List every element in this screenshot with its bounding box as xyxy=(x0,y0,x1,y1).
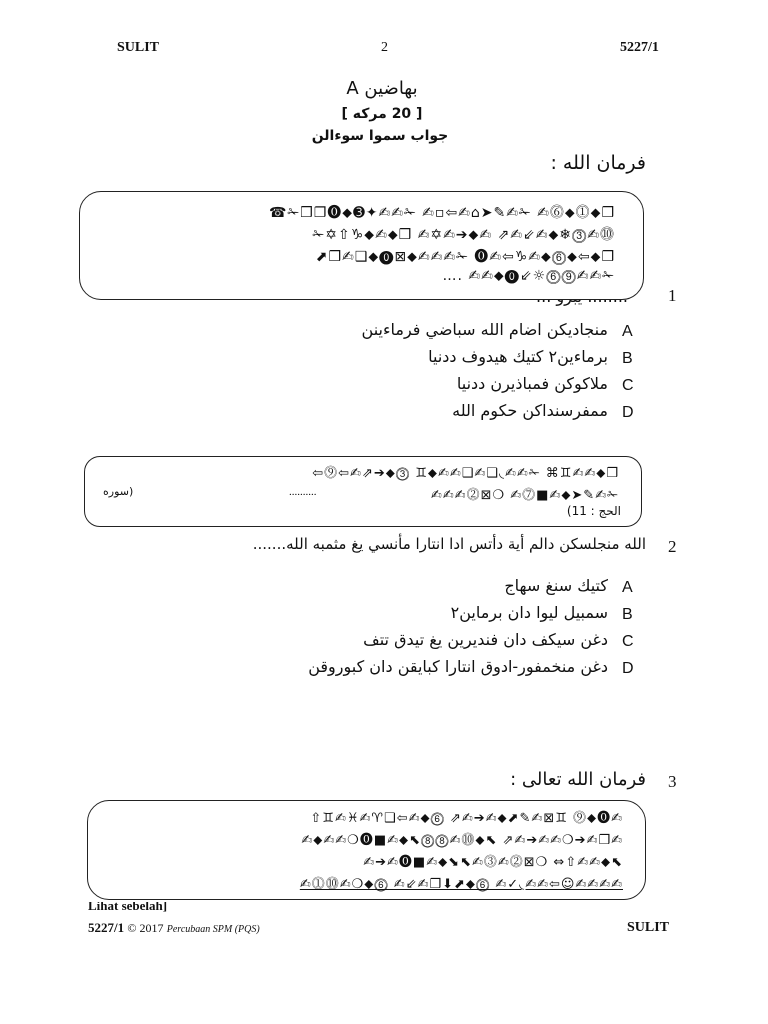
q1-option-d-text: ممفرسنداكن حكوم الله xyxy=(452,401,608,420)
q3-verse-line-2: ✍⬥✍✍❍⓿■✍⬥⬉⓼⓼✍⓾⬥⬉ ⇗✍➔✍✍❍➔✍❒✍ xyxy=(301,833,623,848)
section-marks: [ 20 مركه ] xyxy=(341,106,423,122)
q1-verse-line-1: ☎✁❒❐⓿⬥➌✦✍✍✁ ✍▫⇦✍⌂➤✎✍✁ ✍⓺⬥⓵⬥❒ xyxy=(269,205,615,221)
footer-left xyxy=(88,920,260,936)
q1-verse-box xyxy=(79,191,644,300)
q3-verse-line-1: ⇧♊✍♓✍♈❑⇦✍⬥⓺ ⇗✍➔✍⬥⬈✎✍⊠♊ ⓽⬥⓿✍ xyxy=(310,811,623,826)
section-instruction: جواب سموا سوءالن xyxy=(311,128,449,144)
q3-verse-line-3: ✍➔✍⓿■✍⬥⬊⬉✍⓷✍⓶⊠❍ ⇔⇧✍✍⬥⬉ xyxy=(363,855,623,870)
section-title: بهاضين A xyxy=(346,78,418,99)
q2-verse-box xyxy=(84,456,642,527)
q1-number: 1 xyxy=(668,286,677,305)
q2-surah-label: (سوره xyxy=(103,485,134,498)
q1-verse-line-3: ⬈❒✍❑⬥⓿⊠⬥✍✍✍✁ ⓿✍⇦♑✍⬥⓺⬥⇦⬥❒ xyxy=(315,249,615,265)
q2-option-b-text: سمبيل ليوا دان برماين٢ xyxy=(450,603,608,622)
q2-option-d-letter: D xyxy=(622,660,634,677)
q1-option-a-text: منجاديكن اضام الله سباضي فرماءينن xyxy=(361,320,608,339)
q2-verse-line-1: ⇦⓽⇦✍⇗➔⬥⓷ ♊⬥✍✍❑✍❑◟✍✍✁ ⌘♊✍✍⬥❒ xyxy=(312,466,619,481)
q1-option-c-letter: C xyxy=(622,377,634,394)
q1-verse-line-2: ✁✡⇧♑⬥✍⬥❒ ✍✡✍➔⬥✍ ⇗✍⇙✍⬥❄⓷✍⓾ xyxy=(312,227,615,243)
footer-code: 5227/1 xyxy=(88,920,125,935)
footer-copyright: © 2017 xyxy=(127,921,164,935)
footer-exam: Percubaan SPM (PQS) xyxy=(166,924,260,935)
q2-number: 2 xyxy=(668,537,677,556)
q3-number: 3 xyxy=(668,772,677,791)
q3-verse-box xyxy=(87,800,646,900)
q1-option-a-letter: A xyxy=(622,323,633,340)
header-left: SULIT xyxy=(117,40,160,55)
q1-option-b-text: برماءين٢ كتيك هيدوف ددنيا xyxy=(428,347,608,366)
page-number: 2 xyxy=(381,40,388,55)
q1-option-d-letter: D xyxy=(622,404,634,421)
q2-option-a-text: كتيك سنغ سهاج xyxy=(504,576,608,595)
q3-verse-line-4: ✍⓵⓾✍❍⬥⓺ ✍⇙✍❒⬇⬈⬥⓺ ✍✓◟✍✍⇦☺✍✍✍✍ xyxy=(299,877,623,892)
footer-right: SULIT xyxy=(627,920,670,935)
q1-option-b-letter: B xyxy=(622,350,633,367)
q3-intro: فرمان الله تعالى : xyxy=(510,769,646,790)
footer-covered-text: Lihat sebelah] xyxy=(88,902,168,912)
q2-verse-line-2: ✍✍✍⓶⊠❍ ✍⓻■✍⬥➤✎✍✁ xyxy=(430,488,619,503)
q1-option-c-text: ملاكوكن فمباذيرن ددنيا xyxy=(456,374,608,393)
q1-verse-line-4: …. ✍✍⬥⓿⇙☼⓺⓽✍✍✁ xyxy=(442,268,615,284)
q2-stem: الله منجلسكن دالم أية دأتس ادا انتارا مأنسي يغ مثمبه الله....... xyxy=(252,535,646,553)
q2-surah-ref: الحج : 11) xyxy=(566,504,621,518)
q2-option-b-letter: B xyxy=(622,606,633,623)
q1-intro: فرمان الله : xyxy=(550,152,646,174)
q2-option-d-text: دغن منخمفور-ادوق انتارا كبايقن دان كبوروقن xyxy=(308,657,608,676)
header-right: 5227/1 xyxy=(620,40,659,55)
q2-option-c-letter: C xyxy=(622,633,634,650)
q2-surah-dots: .......... xyxy=(289,486,317,498)
q2-option-a-letter: A xyxy=(622,579,633,596)
q2-option-c-text: دغن سيكف دان فنديرين يغ تيدق تتف xyxy=(363,630,608,649)
